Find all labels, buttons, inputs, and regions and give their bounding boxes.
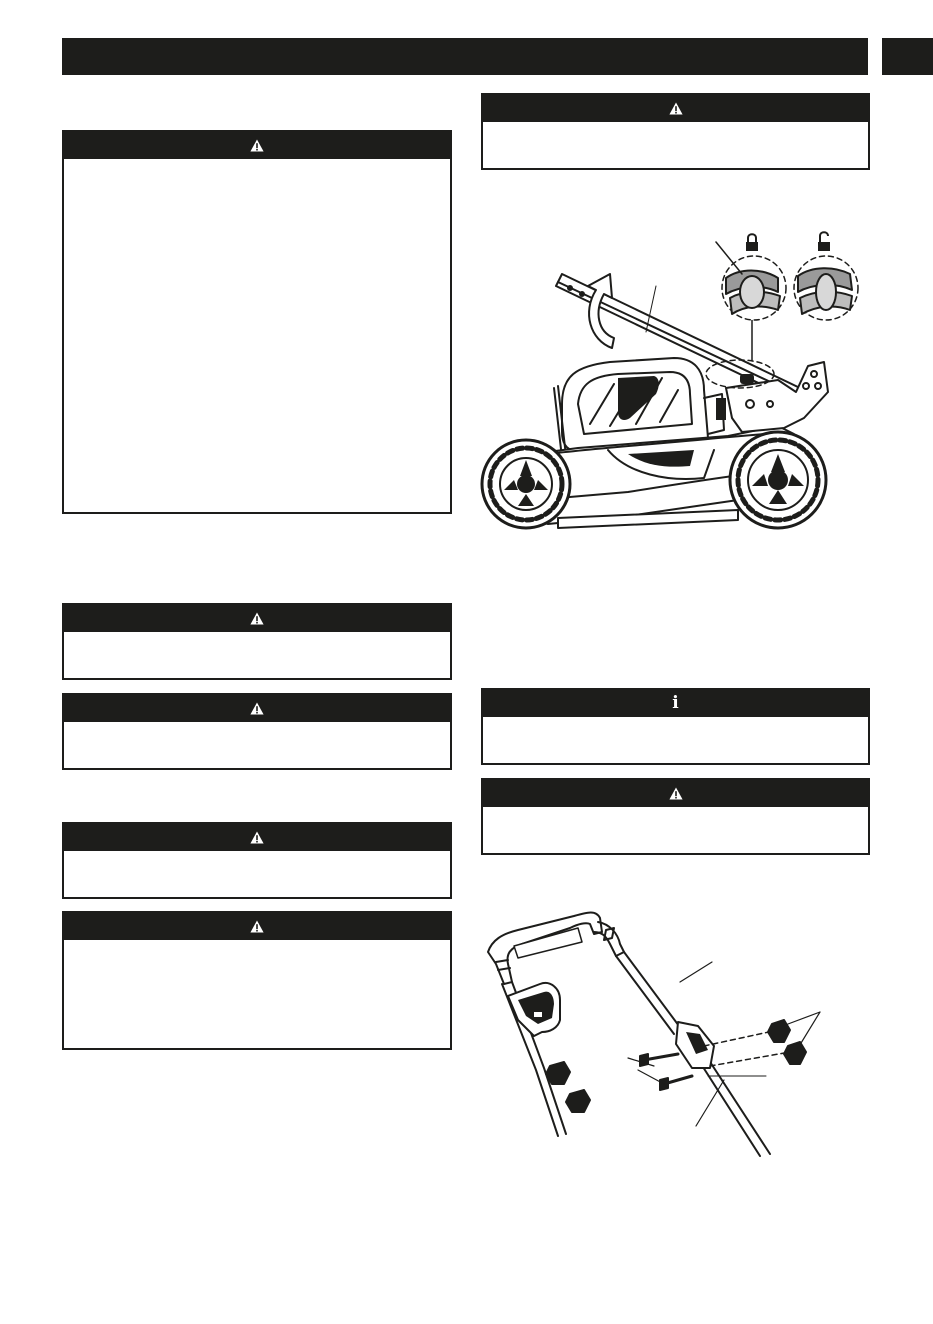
warning-header <box>483 95 868 122</box>
warning-header <box>64 132 450 159</box>
warning-box <box>62 693 452 770</box>
warning-header <box>483 780 868 807</box>
padlock-locked-icon <box>746 234 758 251</box>
warning-triangle-icon <box>250 831 264 844</box>
padlock-unlocked-icon <box>818 232 830 251</box>
knob-icon <box>784 1042 806 1064</box>
left-knob-lower <box>566 1090 590 1112</box>
bolt-icon <box>640 1054 678 1066</box>
lock-detail-locked <box>716 242 786 320</box>
warning-box <box>481 93 870 170</box>
warning-triangle-icon <box>250 920 264 933</box>
warning-header <box>64 605 450 632</box>
info-icon: i <box>672 693 679 713</box>
warning-header <box>64 824 450 851</box>
handle-grip <box>488 913 624 985</box>
warning-box <box>481 778 870 855</box>
info-header <box>483 690 868 717</box>
warning-triangle-icon <box>250 612 264 625</box>
bolt-icon <box>660 1076 692 1090</box>
lock-detail-unlocked <box>794 256 858 320</box>
warning-triangle-icon <box>669 102 683 115</box>
section-header-bar <box>62 38 868 75</box>
warning-header <box>64 695 450 722</box>
mower-folding-illustration <box>478 228 873 544</box>
warning-box <box>62 130 452 514</box>
info-box <box>481 688 870 765</box>
warning-triangle-icon <box>250 702 264 715</box>
rear-wheel <box>730 432 826 528</box>
left-knob-upper <box>546 1062 570 1084</box>
warning-box <box>62 603 452 680</box>
front-wheel <box>482 440 570 528</box>
page-number-tab <box>882 38 933 75</box>
warning-triangle-icon <box>669 787 683 800</box>
knob-icon <box>768 1020 790 1042</box>
warning-box <box>62 822 452 899</box>
warning-header <box>64 913 450 940</box>
warning-triangle-icon <box>250 139 264 152</box>
warning-box <box>62 911 452 1050</box>
handle-assembly-illustration <box>478 900 838 1162</box>
